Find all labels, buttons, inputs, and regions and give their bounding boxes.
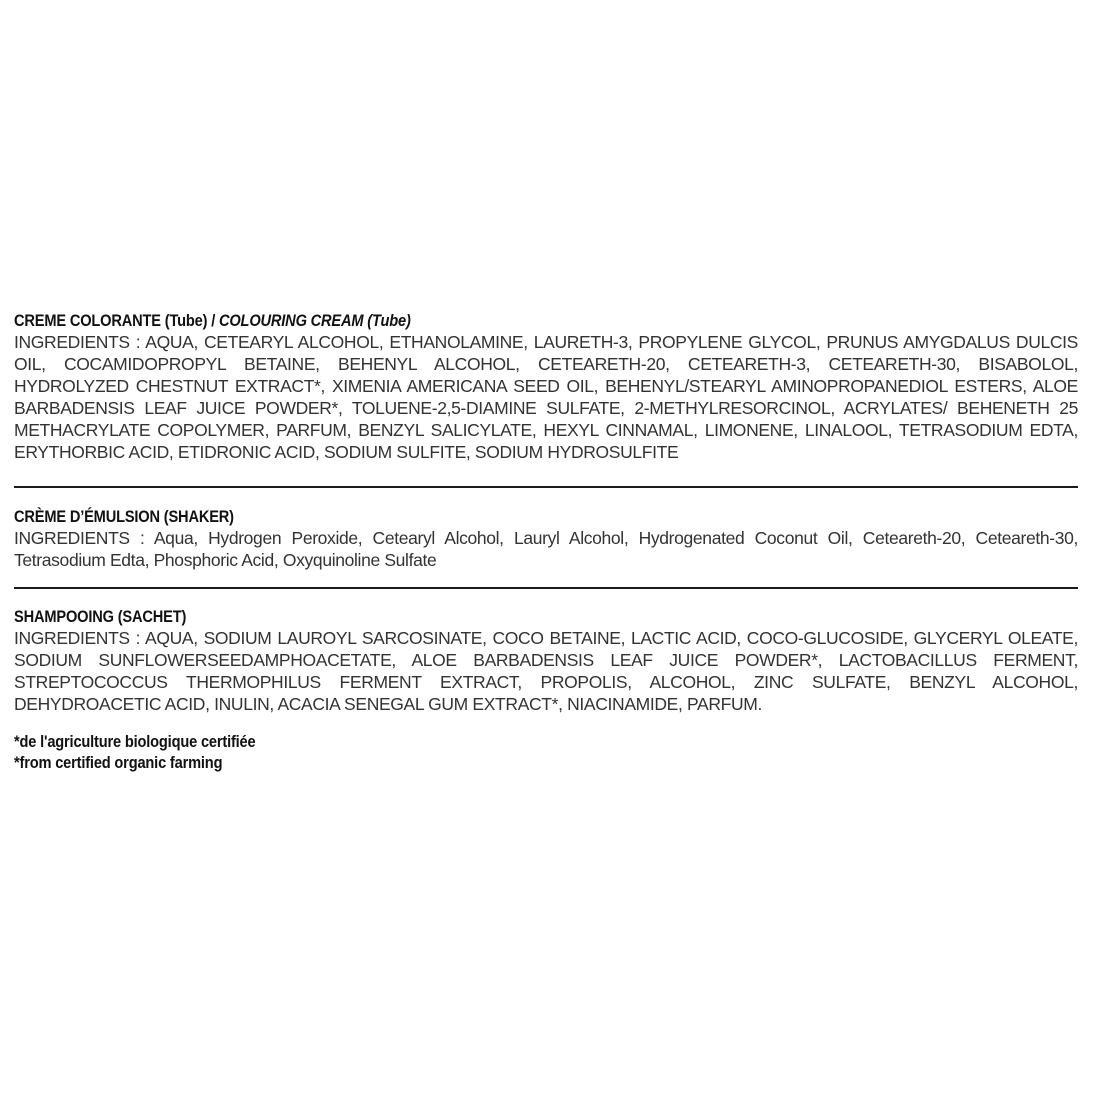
section-colouring-cream — [14, 310, 1078, 463]
ingredients-shampoo: INGREDIENTS : AQUA, SODIUM LAUROYL SARCOSINATE, COCO BETAINE, LACTIC ACID, COCO-GLUCOSIDE, GLYCERYL OLEATE, SODIUM SUNFLOWERSEEDAMPHOACETATE, ALOE BARBADENSIS LEAF JUICE POWDER*, LACTOBACILLUS FERMENT, STREPTOCOCCUS THERMOPHILUS FERMENT EXTRACT, PROPOLIS, ALCOHOL, ZINC SULFATE, BENZYL ALCOHOL, DEHYDROACETIC ACID, INULIN, ACACIA SENEGAL GUM EXTRACT*, NIACINAMIDE, PARFUM. — [14, 628, 1078, 714]
section-title-emulsion-cream: CRÈME D’ÉMULSION (SHAKER) — [14, 507, 234, 526]
ingredients-colouring-cream: INGREDIENTS : AQUA, CETEARYL ALCOHOL, ETHANOLAMINE, LAURETH-3, PROPYLENE GLYCOL, PRUNUS AMYGDALUS DULCIS OIL, COCAMIDOPROPYL BETAINE, BEHENYL ALCOHOL, CETEARETH-20, CETEARETH-3, CETEARETH-30, BISABOLOL, HYDROLYZED CHESTNUT EXTRACT*, XIMENIA AMERICANA SEED OIL, BEHENYL/STEARYL AMINOPROPANEDIOL ESTERS, ALOE BARBADENSIS LEAF JUICE POWDER*, TOLUENE-2,5-DIAMINE SULFATE, 2-METHYLRESORCINOL, ACRYLATES/ BEHENETH 25 METHACRYLATE COPOLYMER, PARFUM, BENZYL SALICYLATE, HEXYL CINNAMAL, LIMONENE, LINALOOL, TETRASODIUM EDTA, ERYTHORBIC ACID, ETIDRONIC ACID, SODIUM SULFITE, SODIUM HYDROSULFITE — [14, 332, 1078, 462]
ingredients-document — [14, 310, 1078, 773]
footnote-english: *from certified organic farming — [14, 753, 223, 772]
ingredients-emulsion-cream: INGREDIENTS : Aqua, Hydrogen Peroxide, Cetearyl Alcohol, Lauryl Alcohol, Hydrogenated Coconut Oil, Ceteareth-20, Ceteareth-30, Tetrasodium Edta, Phosphoric Acid, Oxyquinoline Sulfate — [14, 528, 1078, 570]
title-english: COLOURING CREAM (Tube) — [218, 311, 411, 330]
section-title-shampoo: SHAMPOOING (SACHET) — [14, 607, 187, 626]
section-title-colouring-cream — [14, 310, 929, 331]
section-shampoo — [14, 606, 1078, 715]
section-emulsion-cream — [14, 506, 1078, 571]
footnote-french: *de l'agriculture biologique certifiée — [14, 732, 256, 751]
footnotes — [14, 731, 1078, 773]
title-french: CREME COLORANTE (Tube) / — [14, 311, 219, 330]
